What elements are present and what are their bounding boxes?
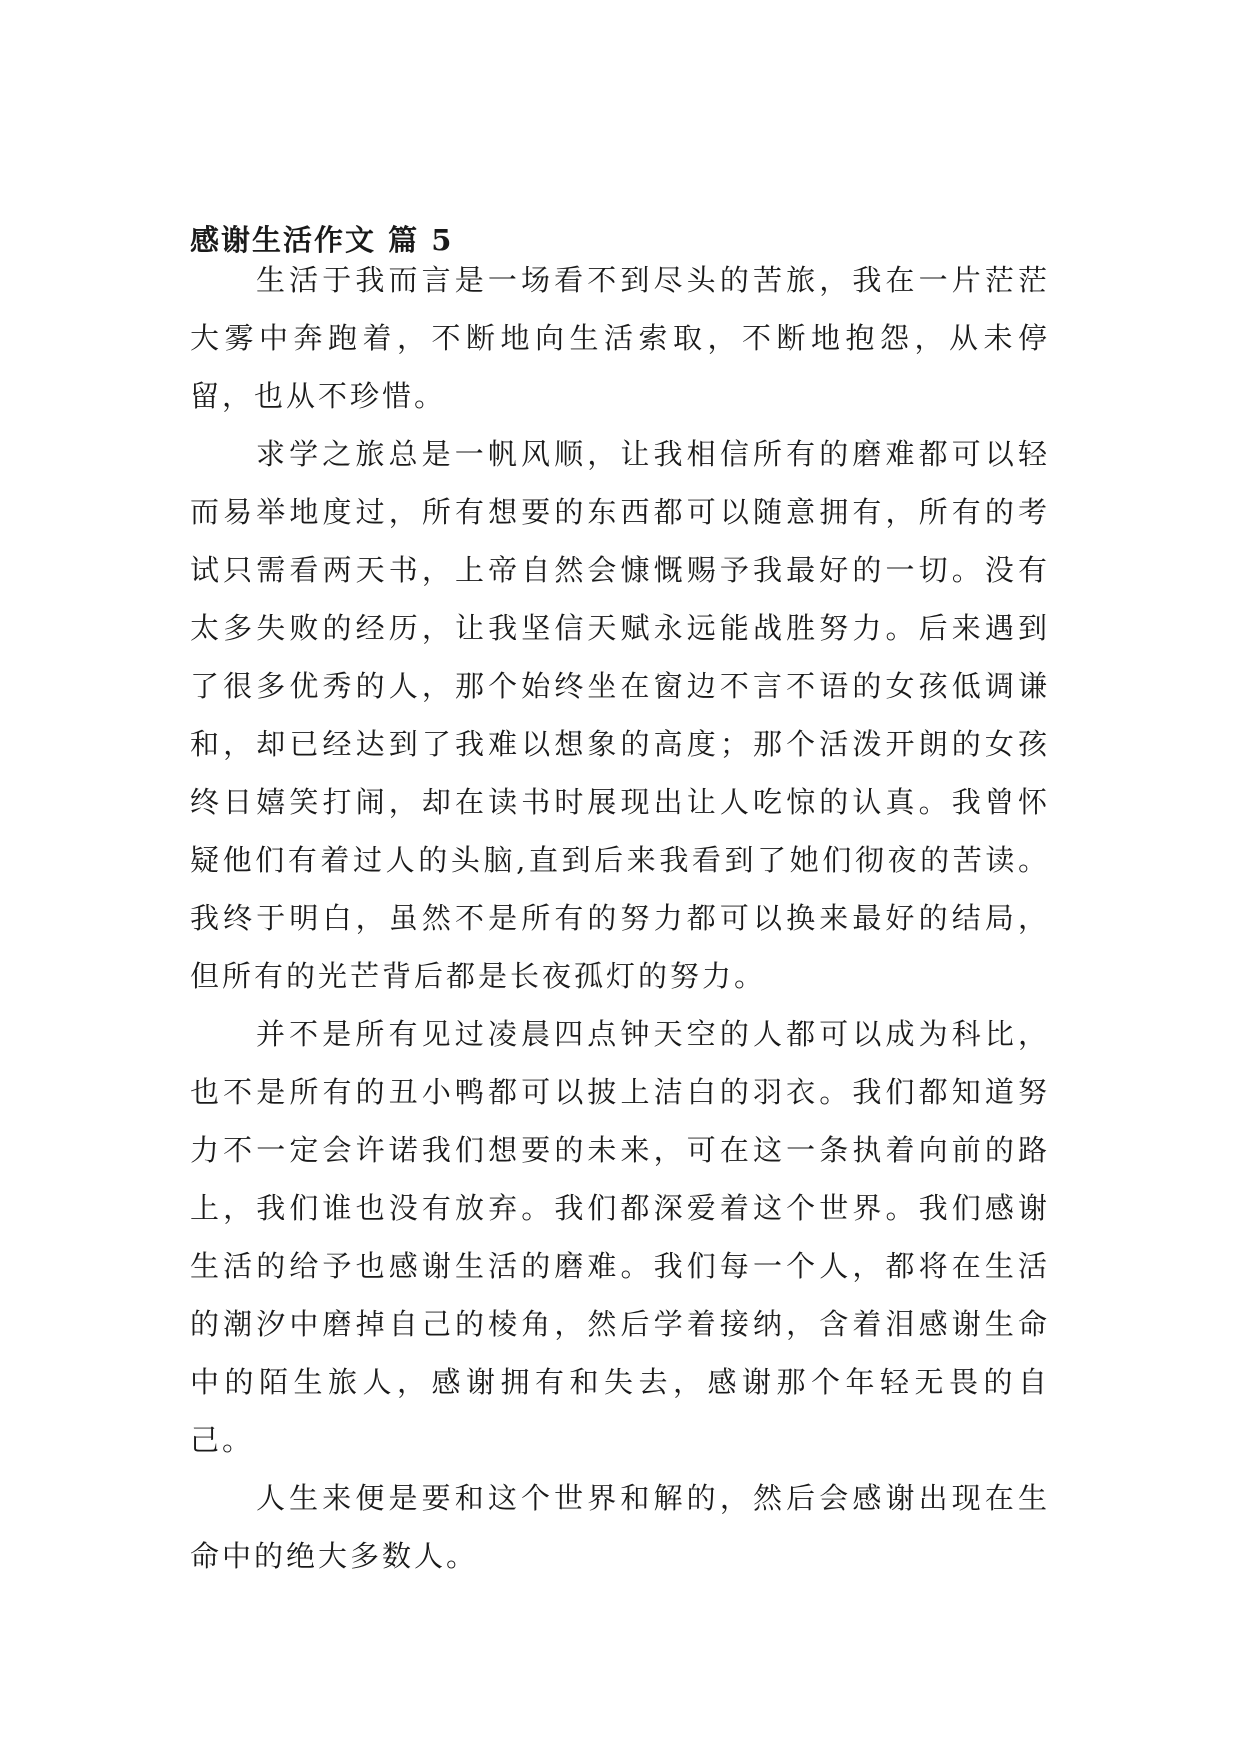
essay-title: 感谢生活作文 篇 5	[190, 223, 454, 257]
paragraph-4: 人生来便是要和这个世界和解的，然后会感谢出现在生命中的绝大多数人。	[190, 1481, 1050, 1573]
essay-body	[190, 251, 1050, 1585]
paragraph-3: 并不是所有见过凌晨四点钟天空的人都可以成为科比，也不是所有的丑小鸭都可以披上洁白的羽衣。我们都知道努力不一定会许诺我们想要的未来，可在这一条执着向前的路上，我们谁也没有放弃。我们都深爱着这个世界。我们感谢生活的给予也感谢生活的磨难。我们每一个人，都将在生活的潮汐中磨掉自己的棱角，然后学着接纳，含着泪感谢生命中的陌生旅人，感谢拥有和失去，感谢那个年轻无畏的自己。	[190, 1017, 1050, 1457]
paragraph-1: 生活于我而言是一场看不到尽头的苦旅，我在一片茫茫大雾中奔跑着，不断地向生活索取，不断地抱怨，从未停留，也从不珍惜。	[190, 263, 1050, 413]
paragraph-2: 求学之旅总是一帆风顺，让我相信所有的磨难都可以轻而易举地度过，所有想要的东西都可以随意拥有，所有的考试只需看两天书，上帝自然会慷慨赐予我最好的一切。没有太多失败的经历，让我坚信天赋永远能战胜努力。后来遇到了很多优秀的人，那个始终坐在窗边不言不语的女孩低调谦和，却已经达到了我难以想象的高度；那个活泼开朗的女孩终日嬉笑打闹，却在读书时展现出让人吃惊的认真。我曾怀疑他们有着过人的头脑,直到后来我看到了她们彻夜的苦读。我终于明白，虽然不是所有的努力都可以换来最好的结局，但所有的光芒背后都是长夜孤灯的努力。	[190, 437, 1050, 993]
